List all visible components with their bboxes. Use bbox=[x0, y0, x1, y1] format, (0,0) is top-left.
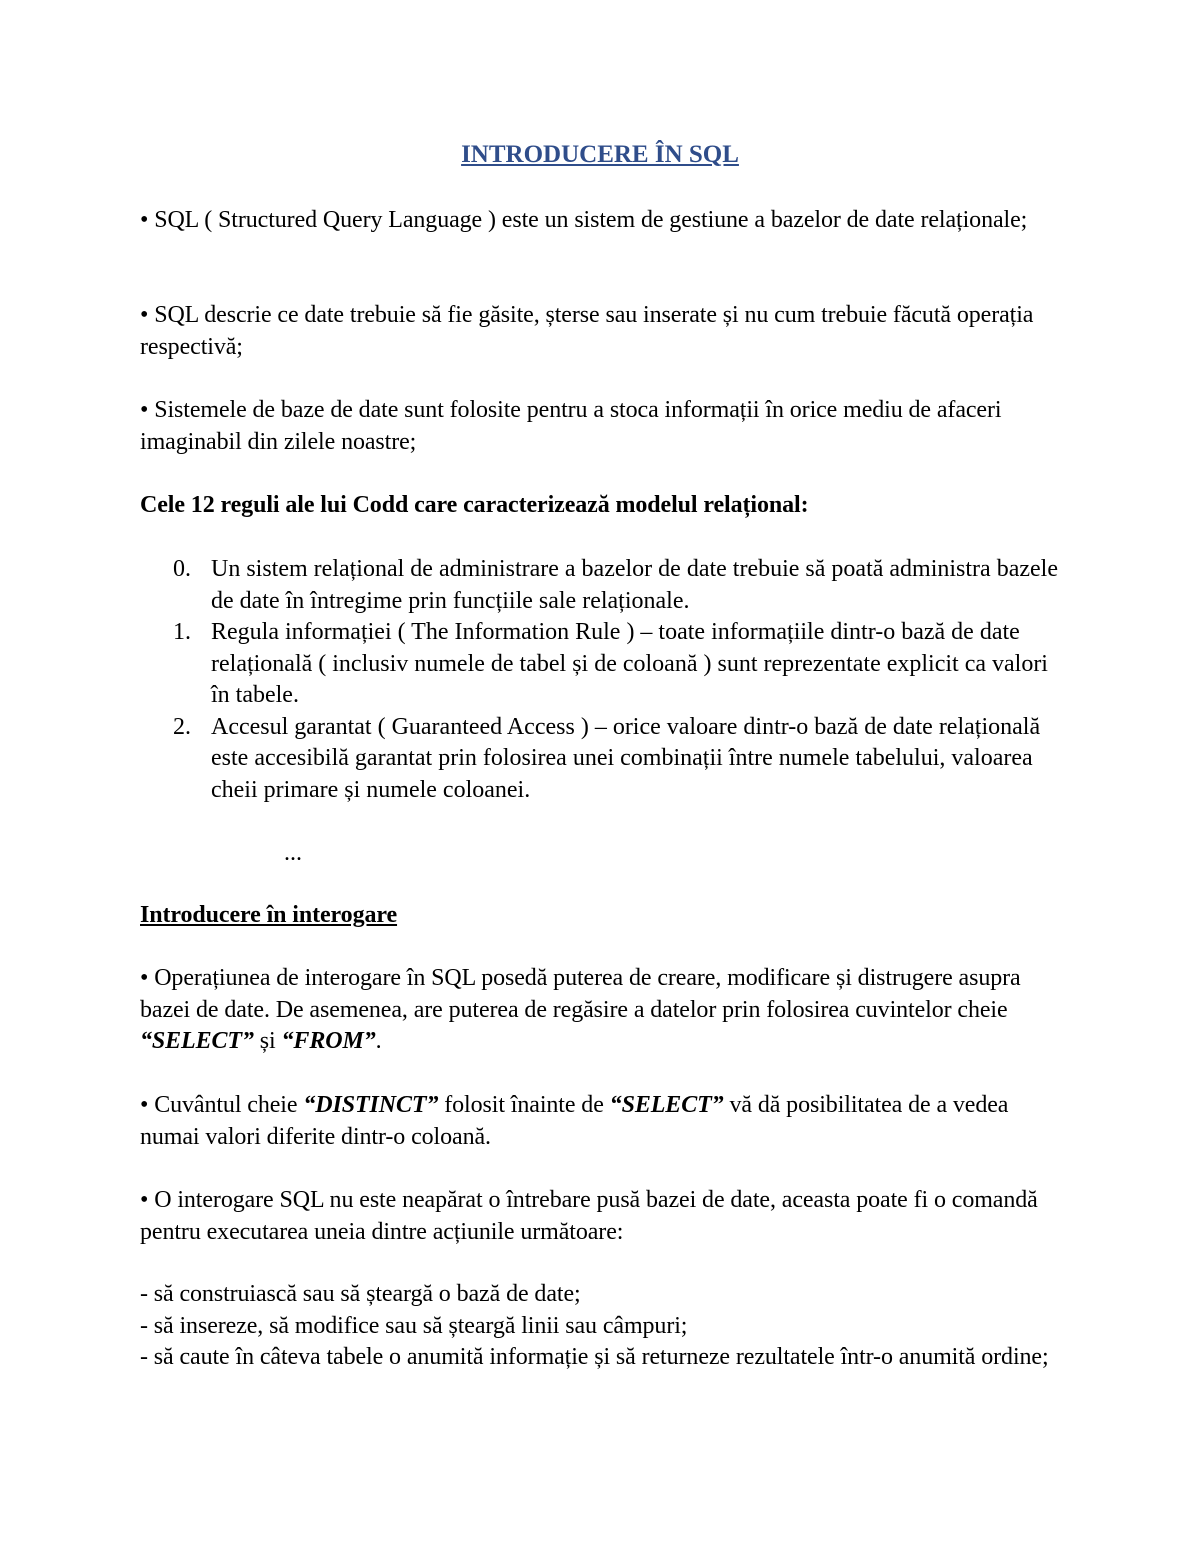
keyword-select: “SELECT” bbox=[609, 1092, 724, 1118]
document-title: INTRODUCERE ÎN SQL bbox=[461, 141, 739, 168]
query-paragraph-1 bbox=[140, 963, 1070, 1058]
intro-bullet-2: • SQL descrie ce date trebuie să fie găsite, șterse sau inserate și nu cum trebuie făcută operația respectivă; bbox=[140, 302, 1034, 360]
query-paragraph-2-mid: folosit înainte de bbox=[438, 1092, 610, 1118]
list-item-number: 1. bbox=[173, 619, 191, 645]
query-paragraph-1-pre: • Operațiunea de interogare în SQL posedă puterea de creare, modificare și distrugere asupra bazei de date. De asemenea, are puterea de regăsire a datelor prin folosirea cuvintelor cheie bbox=[140, 965, 1021, 1023]
list-item bbox=[140, 554, 1070, 617]
query-paragraph-1-post: . bbox=[375, 1028, 382, 1054]
list-item: - să insereze, să modifice sau să șteargă linii sau câmpuri; bbox=[140, 1312, 688, 1339]
keyword-distinct: “DISTINCT” bbox=[303, 1092, 439, 1118]
actions-list bbox=[140, 1279, 1070, 1374]
query-paragraph-2-pre: • Cuvântul cheie bbox=[140, 1092, 304, 1118]
query-paragraph-1-mid: și bbox=[253, 1028, 282, 1054]
list-item-text: Regula informației ( The Information Rule ) – toate informațiile dintr-o bază de date relațională ( inclusiv numele de tabel și de coloană ) sunt reprezentate explicit ca valori în tabele. bbox=[211, 619, 1048, 708]
list-item-text: Accesul garantat ( Guaranteed Access ) – orice valoare dintr-o bază de date relațională este accesibilă garantat prin folosirea unei combinații între numele tabelului, valoarea cheii primare și numele coloanei. bbox=[211, 713, 1041, 803]
query-paragraph-3: • O interogare SQL nu este neapărat o întrebare pusă bazei de date, aceasta poate fi o comandă pentru executarea uneia dintre acțiunile următoare: bbox=[140, 1187, 1038, 1245]
list-item-text: Un sistem relațional de administrare a bazelor de date trebuie să poată administra bazele de date în întregime prin funcțiile sale relaționale. bbox=[211, 556, 1058, 614]
query-paragraph-2-post: vă dă posibilitatea de a vedea numai valori diferite dintr-o coloană. bbox=[140, 1092, 1009, 1150]
intro-bullet-3: • Sistemele de baze de date sunt folosite pentru a stoca informații în orice mediu de afaceri imaginabil din zilele noastre; bbox=[140, 397, 1002, 455]
section-heading-interogare: Introducere în interogare bbox=[140, 902, 398, 928]
ellipsis: ... bbox=[284, 840, 302, 866]
list-item: - să caute în câteva tabele o anumită informație și să returneze rezultatele într-o anumită ordine; bbox=[140, 1344, 1049, 1370]
keyword-from: “FROM” bbox=[281, 1028, 376, 1054]
list-item: - să construiască sau să șteargă o bază de date; bbox=[140, 1281, 581, 1307]
list-item-number: 2. bbox=[173, 713, 191, 740]
intro-bullet-1: • SQL ( Structured Query Language ) este un sistem de gestiune a bazelor de date relaționale; bbox=[140, 207, 1028, 233]
codd-rules-heading: Cele 12 reguli ale lui Codd care caracterizează modelul relațional: bbox=[140, 492, 809, 518]
list-item bbox=[140, 712, 1070, 807]
list-item-number: 0. bbox=[173, 556, 191, 582]
list-item bbox=[140, 617, 1070, 712]
keyword-select: “SELECT” bbox=[140, 1028, 254, 1054]
codd-rules-list bbox=[140, 554, 1070, 806]
query-paragraph-2 bbox=[140, 1090, 1070, 1153]
